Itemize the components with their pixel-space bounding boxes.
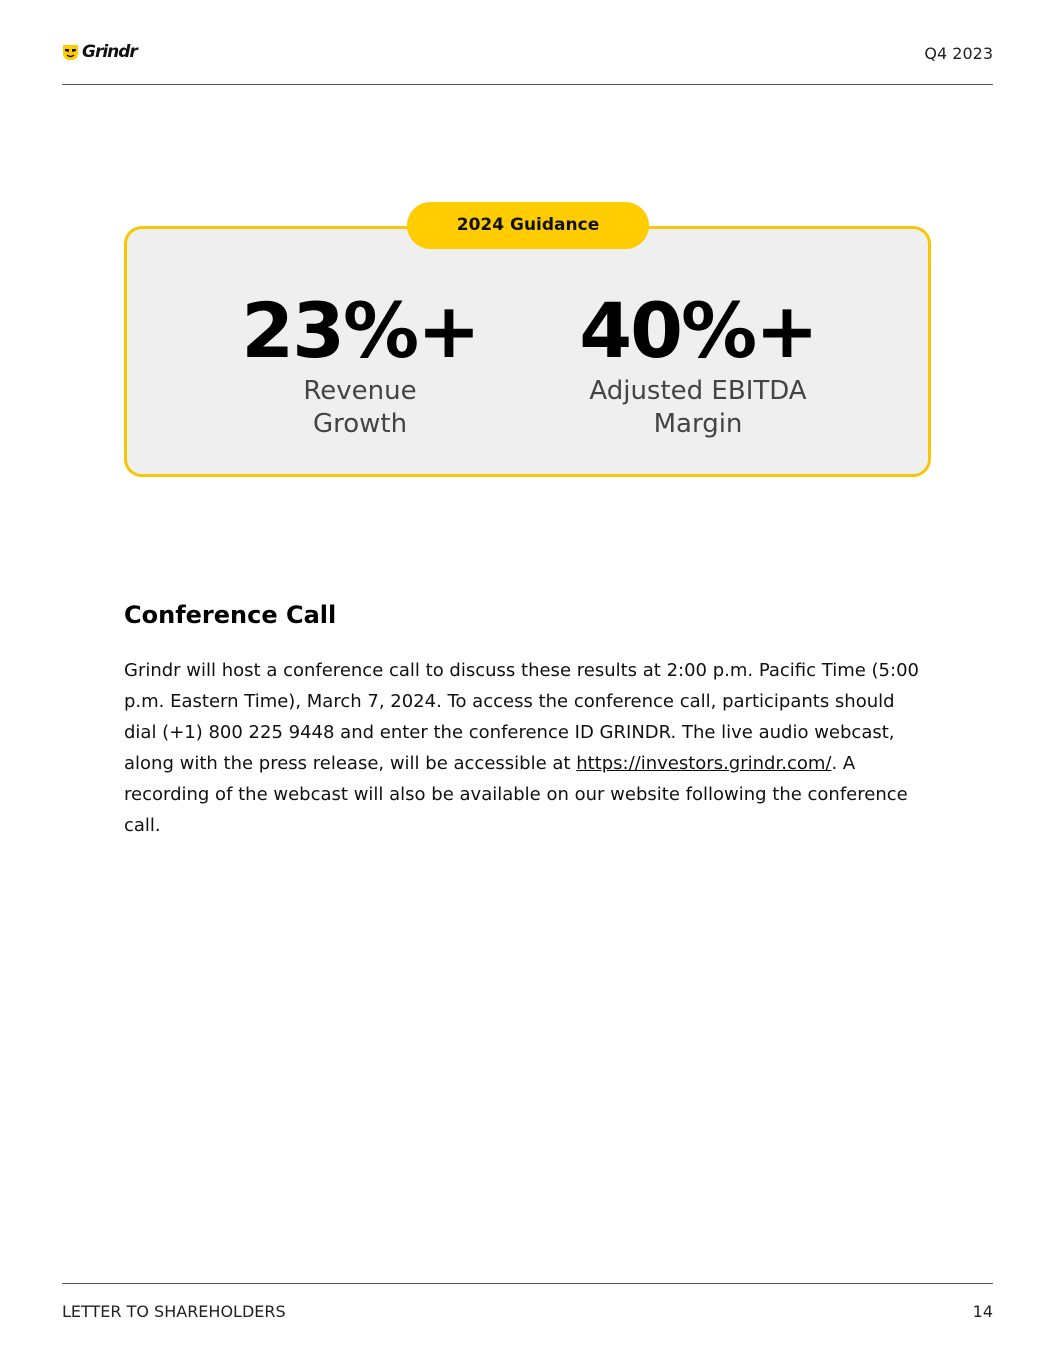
- page-header: [62, 0, 993, 85]
- investors-link[interactable]: https://investors.grindr.com/: [576, 753, 832, 774]
- paragraph-text-before-link: Grindr will host a conference call to discuss these results at 2:00 p.m. Pacific Time (5:00 p.m. Eastern Time), March 7, 2024. To access the conference call, participants should dial (+1) 800 225 9448 and enter the conference ID GRINDR. The live audio webcast, along with the press release, will be accessible at: [124, 660, 919, 774]
- conference-call-heading: Conference Call: [124, 601, 337, 629]
- metric-label-line2: Margin: [653, 409, 743, 439]
- page-number: 14: [972, 1302, 993, 1321]
- metric-value: 40%+: [579, 286, 817, 375]
- logo-wordmark: Grindr: [82, 42, 137, 62]
- conference-call-paragraph: [124, 655, 924, 841]
- report-quarter: Q4 2023: [924, 44, 993, 63]
- grindr-logo: [62, 43, 137, 62]
- paragraph-text-after-link: . A recording of the webcast will also be available on our website following the conference call.: [124, 753, 908, 836]
- footer-divider: [62, 1283, 993, 1284]
- metric-revenue-growth: [210, 287, 510, 441]
- metric-label-line1: Revenue: [303, 376, 417, 406]
- footer-document-title: LETTER TO SHAREHOLDERS: [62, 1302, 286, 1321]
- metric-label-line2: Growth: [312, 409, 408, 439]
- metric-value: 23%+: [241, 286, 479, 375]
- metric-adjusted-ebitda-margin: [548, 287, 848, 441]
- metric-label-line1: Adjusted EBITDA: [589, 376, 807, 406]
- guidance-title-pill: 2024 Guidance: [407, 202, 649, 249]
- grindr-mask-icon: [62, 44, 79, 61]
